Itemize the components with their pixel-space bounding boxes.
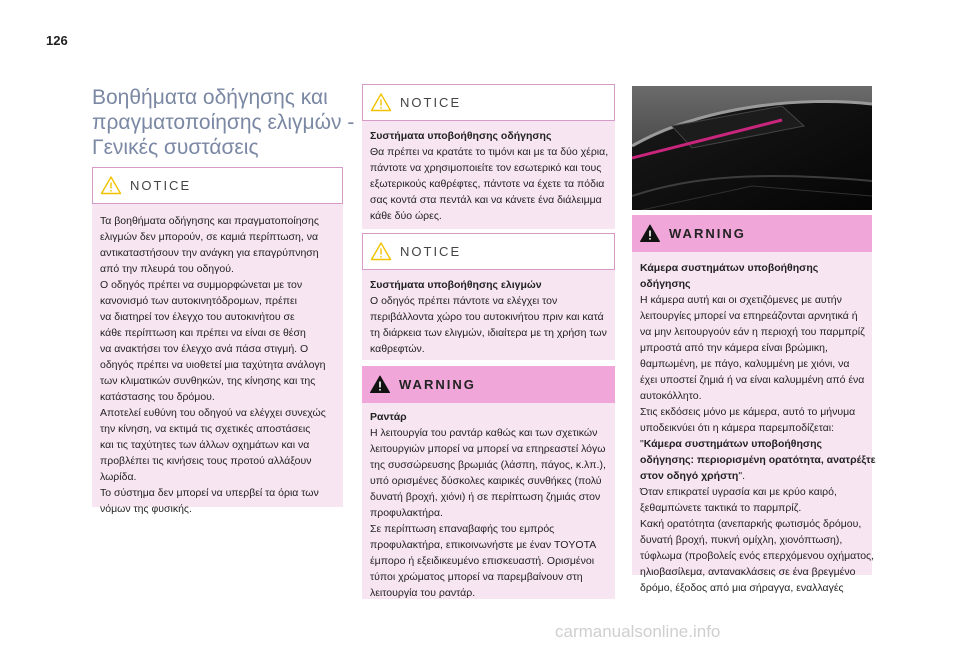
text-line: κατάστασης του δρόμου. [100,391,215,403]
warning-outline-triangle-icon [370,92,392,112]
text-line: Τα βοηθήματα οδήγησης και πραγματοποίησης [100,215,319,227]
text-line: δυνατή βροχή, χιόνι) ή σε περίπτωση ζημιάς στον [370,491,601,503]
quote-bold-line: στον οδηγό χρήστη [640,470,739,482]
text-line: υπό ορισμένες δύσκολες καιρικές συνθήκες (πολύ [370,475,602,487]
warning-heading: Κάμερα συστημάτων υποβοήθησης οδήγησης [640,262,819,290]
text-line: κάθε περίπτωση και πρέπει να είναι σε θέση [100,327,306,339]
watermark: carmanualsonline.info [555,622,721,641]
text-line: δρόμο, έξοδος από μια σήραγγα, εναλλαγές [640,582,844,594]
warning-outline-triangle-icon [370,241,392,261]
text-line: λειτουργία του ραντάρ. [370,587,476,599]
notice-box-driving-assistance [362,84,615,229]
notice-header [92,167,343,204]
text-line: οδηγός πρέπει να υιοθετεί μια ταχύτητα ανάλογη [100,359,326,371]
warning-box-camera [632,215,876,594]
warning-filled-triangle-icon [369,374,391,394]
text-line: Ο οδηγός πρέπει να συμμορφώνεται με τον [100,279,303,291]
text-line: αυτοκόλλητο. [640,390,702,402]
warning-body [362,403,615,609]
text-line: τη διάρκεια των ελιγμών, ιδιαίτερα με τη χρήση των [370,327,607,339]
text-line: ξεθαμπώνετε τακτικά το παρμπρίζ. [640,502,802,514]
text-line: σας κοντά στα πεντάλ και να κάνετε ένα διάλειμμα [370,194,602,206]
notice-box-maneuvering [362,233,615,360]
quote-line [640,452,876,468]
text-line: αντικαταστήσουν την ανάγκη για επαγρύπνηση [100,247,319,259]
text-line: λειτουργιών μπορεί να μπορεί να επηρεαστεί λόγω [370,443,606,455]
notice-body [92,204,343,525]
warning-filled-triangle-icon [639,223,661,243]
notice-box-general [92,167,343,515]
text-line: Θα πρέπει να κρατάτε το τιμόνι και με τα δύο χέρια, [370,146,609,158]
text-line: έμπορο ή εξειδικευμένο επισκευαστή. Ορισμένοι [370,555,595,567]
text-line: Στις εκδόσεις μόνο με κάμερα, αυτό το μήνυμα [640,406,856,418]
windshield-camera-photo [632,86,872,210]
text-line: τύφλωμα (προβολείς ενός επερχόμενου οχήματος, [640,550,875,562]
text-line: και τις ταχύτητες των άλλων οχημάτων και να [100,439,310,451]
quote-open: " [640,438,644,450]
warning-heading: Ραντάρ [370,411,407,423]
text-line: Το σύστημα δεν μπορεί να υπερβεί τα όρια των [100,487,319,499]
text-line: ελιγμών δεν μπορούν, σε καμιά περίπτωση, να [100,231,319,243]
text-line: έχει υποστεί ζημιά ή να είναι καλυμμένη από ένα [640,374,865,386]
text-line: να ανακτήσει τον έλεγχο ανά πάσα στιγμή. Ο [100,343,309,355]
notice-label: NOTICE [400,244,462,259]
text-line: των κλιματικών συνθηκών, της κίνησης και της [100,375,316,387]
text-line: λειτουργίες μπορεί να επηρεάζονται αρνητικά ή [640,310,858,322]
text-line: Αποτελεί ευθύνη του οδηγού να ελέγχει συνεχώς [100,407,326,419]
notice-label: NOTICE [130,178,192,193]
quote-bold-line: οδήγησης: περιορισμένη ορατότητα, ανατρέξτε [640,454,876,466]
title-line: Βοηθήματα οδήγησης και [92,86,328,109]
text-line: μπροστά από την κάμερα είναι βρώμικη, [640,342,828,354]
text-line: υποδεικνύει ότι η κάμερα παρεμποδίζεται: [640,422,835,434]
text-line: να διατηρεί τον έλεγχο του αυτοκινήτου σε [100,311,295,323]
warning-box-radar [362,366,615,599]
warning-outline-triangle-icon [100,175,122,195]
text-line: Κακή ορατότητα (ανεπαρκής φωτισμός δρόμου, [640,518,862,530]
quote-line [640,468,864,484]
text-line: προφυλακτήρα. [370,507,443,519]
text-line: προφυλακτήρα, επικοινωνήστε με έναν TOYOTA [370,539,597,551]
text-line: προβλέπει τις κινήσεις τους προτού αλλάξουν [100,455,312,467]
quote-line [640,436,864,452]
quote-bold-line: Κάμερα συστημάτων υποβοήθησης [643,438,822,450]
notice-label: NOTICE [400,95,462,110]
text-line: να μην λειτουργούν εάν η περιοχή του παρμπρίζ [640,326,865,338]
page-title [92,85,355,160]
text-line: πάντοτε να χρησιμοποιείτε τον εσωτερικό και τους [370,162,602,174]
text-line: κάθε δύο ώρες. [370,210,442,222]
page-number: 126 [46,33,68,48]
text-line: νόμων της φυσικής. [100,503,192,515]
warning-label: WARNING [669,226,746,241]
text-line: Ο οδηγός πρέπει πάντοτε να ελέγχει τον [370,295,558,307]
text-line: κανονισμό των αυτοκινητόδρομων, πρέπει [100,295,297,307]
notice-body [362,270,615,365]
warning-body [632,252,876,604]
notice-heading: Συστήματα υποβοήθησης οδήγησης [370,130,552,142]
warning-label: WARNING [399,377,476,392]
text-line: Όταν επικρατεί υγρασία και με κρύο καιρό, [640,486,837,498]
text-line: Σε περίπτωση επαναβαφής του εμπρός [370,523,555,535]
notice-header [362,233,615,270]
text-line: λωρίδα. [100,471,137,483]
warning-header [362,366,615,403]
text-line: ηλιοβασίλεμα, αντανακλάσεις σε ένα βρεγμένο [640,566,856,578]
text-line: καθρεφτών. [370,343,425,355]
notice-heading: Συστήματα υποβοήθησης ελιγμών [370,279,542,291]
notice-body [362,121,615,232]
text-line: της συσσώρευσης βρωμιάς (λάσπη, πάγος, κ.λπ.), [370,459,606,471]
text-line: περιβάλλοντα χώρο του αυτοκινήτου πριν και κατά [370,311,604,323]
text-line: την κίνηση, να εκτιμά τις σχετικές αποστάσεις [100,423,311,435]
quote-close: ". [738,470,746,482]
title-line: Γενικές συστάσεις [92,136,259,159]
text-line: Η λειτουργία του ραντάρ καθώς και των σχετικών [370,427,598,439]
text-line: δυνατή βροχή, πυκνή ομίχλη, χιονόπτωση), [640,534,843,546]
text-line: από την πλευρά του οδηγού. [100,263,234,275]
text-line: τύποι χρώματος μπορεί να παρεμβαίνουν στη [370,571,583,583]
notice-header [362,84,615,121]
title-line: πραγματοποίησης ελιγμών - [92,111,355,134]
warning-header [632,215,872,252]
text-line: Η κάμερα αυτή και οι σχετιζόμενες με αυτήν [640,294,842,306]
text-line: εξωτερικούς καθρέφτες, πάντοτε να έχετε τα πόδια [370,178,605,190]
text-line: θαμπωμένη, με πάγο, καλυμμένη με χιόνι, να [640,358,850,370]
car-windshield-image [632,86,872,210]
